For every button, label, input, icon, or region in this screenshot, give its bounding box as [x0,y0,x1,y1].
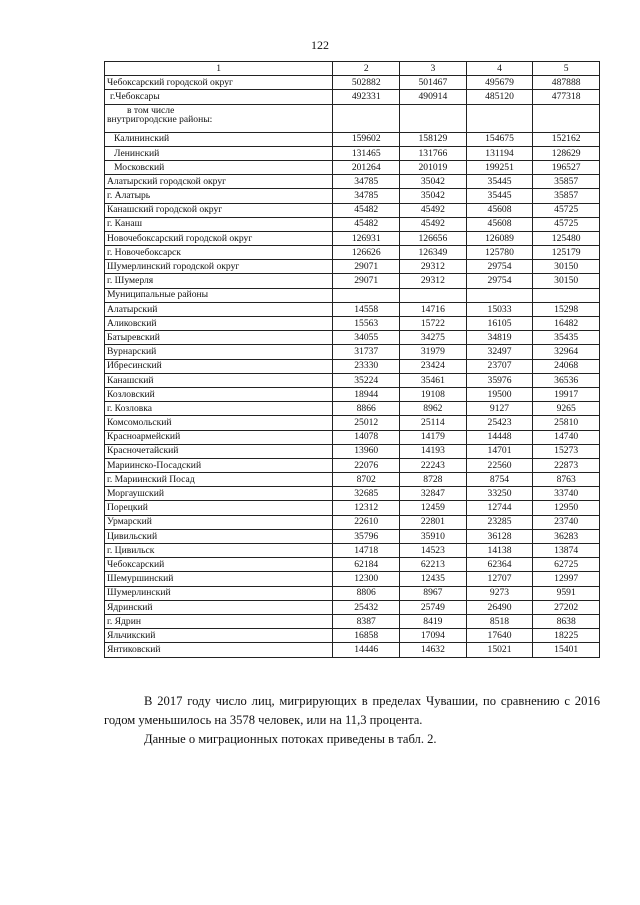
table-row [105,189,600,203]
value-cell: 492331 [333,90,400,104]
value-cell: 30150 [533,260,600,274]
value-cell: 22560 [466,458,533,472]
value-cell: 495679 [466,76,533,90]
value-cell: 125480 [533,231,600,245]
table-row [105,246,600,260]
value-cell: 32847 [400,487,467,501]
value-cell: 125780 [466,246,533,260]
value-cell: 14448 [466,430,533,444]
value-cell: 29312 [400,274,467,288]
value-cell: 15021 [466,643,533,657]
row-name-cell: Канашский [105,373,333,387]
header-cell: 3 [400,62,467,76]
row-name-cell: Аликовский [105,317,333,331]
value-cell: 8962 [400,402,467,416]
value-cell: 501467 [400,76,467,90]
value-cell: 14558 [333,302,400,316]
table-row [105,175,600,189]
table-row [105,529,600,543]
row-name-cell: Шемуршинский [105,572,333,586]
value-cell: 12312 [333,501,400,515]
value-cell: 487888 [533,76,600,90]
row-name-cell: Красночетайский [105,444,333,458]
value-cell [533,288,600,302]
value-cell: 34785 [333,175,400,189]
value-cell: 27202 [533,600,600,614]
value-cell: 502882 [333,76,400,90]
header-cell: 2 [333,62,400,76]
value-cell: 17094 [400,629,467,643]
row-name-cell: Алатырский городской округ [105,175,333,189]
value-cell: 152162 [533,132,600,146]
value-cell: 22801 [400,515,467,529]
value-cell: 36128 [466,529,533,543]
value-cell: 125179 [533,246,600,260]
table-row [105,430,600,444]
value-cell: 23707 [466,359,533,373]
value-cell: 18944 [333,387,400,401]
value-cell: 126626 [333,246,400,260]
value-cell: 12950 [533,501,600,515]
value-cell: 29071 [333,274,400,288]
table-row [105,501,600,515]
value-cell: 35796 [333,529,400,543]
value-cell: 12707 [466,572,533,586]
value-cell: 19917 [533,387,600,401]
value-cell: 8702 [333,473,400,487]
table-row [105,373,600,387]
row-name-cell: Новочебоксарский городской округ [105,231,333,245]
value-cell: 45482 [333,217,400,231]
row-name-cell: г. Новочебоксарск [105,246,333,260]
row-name-cell: Чебоксарский [105,558,333,572]
value-cell: 12300 [333,572,400,586]
value-cell: 15273 [533,444,600,458]
row-name-cell: Козловский [105,387,333,401]
value-cell: 12435 [400,572,467,586]
value-cell: 126931 [333,231,400,245]
table-row [105,76,600,90]
value-cell: 126349 [400,246,467,260]
value-cell: 19500 [466,387,533,401]
table-row [105,345,600,359]
row-name-cell [105,104,333,132]
row-name-cell: Шумерлинский городской округ [105,260,333,274]
row-name-line: внутригородские районы: [107,114,213,126]
value-cell: 199251 [466,160,533,174]
value-cell: 35445 [466,189,533,203]
value-cell: 62184 [333,558,400,572]
value-cell: 34819 [466,331,533,345]
value-cell: 14740 [533,430,600,444]
value-cell: 14701 [466,444,533,458]
value-cell: 17640 [466,629,533,643]
value-cell: 35857 [533,189,600,203]
value-cell: 8638 [533,614,600,628]
row-name-cell: Вурнарский [105,345,333,359]
value-cell: 45608 [466,217,533,231]
value-cell: 35042 [400,189,467,203]
value-cell: 9265 [533,402,600,416]
value-cell: 45725 [533,217,600,231]
value-cell: 196527 [533,160,600,174]
value-cell: 128629 [533,146,600,160]
value-cell: 45608 [466,203,533,217]
value-cell: 25810 [533,416,600,430]
value-cell: 35857 [533,175,600,189]
table-row [105,387,600,401]
value-cell [466,104,533,132]
value-cell: 62213 [400,558,467,572]
value-cell: 25432 [333,600,400,614]
value-cell: 9591 [533,586,600,600]
value-cell: 12997 [533,572,600,586]
row-name-cell: Ядринский [105,600,333,614]
value-cell: 201019 [400,160,467,174]
value-cell: 131766 [400,146,467,160]
row-name-cell: Моргаушский [105,487,333,501]
value-cell: 29312 [400,260,467,274]
value-cell [400,288,467,302]
page-number: 122 [311,38,329,52]
value-cell: 8387 [333,614,400,628]
row-name-cell: г. Алатырь [105,189,333,203]
value-cell: 14718 [333,544,400,558]
value-cell: 22610 [333,515,400,529]
population-table [104,61,600,658]
value-cell: 14138 [466,544,533,558]
table-row [105,288,600,302]
summary-paragraph: В 2017 году число лиц, мигрирующих в пределах Чувашии, по сравнению с 2016 годом уменьшилось на 3578 человек, или на 11,3 процента. [104,694,600,727]
value-cell: 16105 [466,317,533,331]
row-name-cell: г.Чебоксары [105,90,333,104]
value-cell: 15563 [333,317,400,331]
value-cell: 13874 [533,544,600,558]
reference-paragraph: Данные о миграционных потоках приведены в табл. 2. [144,732,437,746]
value-cell: 18225 [533,629,600,643]
value-cell: 22076 [333,458,400,472]
row-name-line: в том числе [127,104,175,116]
value-cell: 15033 [466,302,533,316]
value-cell [333,288,400,302]
value-cell: 126089 [466,231,533,245]
value-cell: 45482 [333,203,400,217]
row-name-cell: Яльчикский [105,629,333,643]
value-cell: 35445 [466,175,533,189]
table-row [105,487,600,501]
row-name-cell: Московский [105,160,333,174]
value-cell: 8806 [333,586,400,600]
value-cell: 35461 [400,373,467,387]
value-cell: 45492 [400,203,467,217]
value-cell: 35976 [466,373,533,387]
table-header-row [105,62,600,76]
table-row [105,416,600,430]
value-cell: 16858 [333,629,400,643]
row-name-cell: Батыревский [105,331,333,345]
value-cell: 32685 [333,487,400,501]
value-cell: 35435 [533,331,600,345]
row-name-cell: Ибресинский [105,359,333,373]
row-name-cell: Комсомольский [105,416,333,430]
value-cell: 32964 [533,345,600,359]
value-cell: 34055 [333,331,400,345]
value-cell: 24068 [533,359,600,373]
value-cell: 45492 [400,217,467,231]
value-cell: 45725 [533,203,600,217]
value-cell: 36283 [533,529,600,543]
table-row [105,317,600,331]
value-cell: 14078 [333,430,400,444]
header-cell: 5 [533,62,600,76]
value-cell: 14446 [333,643,400,657]
table-row [105,643,600,657]
value-cell: 31737 [333,345,400,359]
value-cell: 62725 [533,558,600,572]
row-name-cell: г. Цивильск [105,544,333,558]
value-cell: 15401 [533,643,600,657]
value-cell: 33740 [533,487,600,501]
value-cell: 8518 [466,614,533,628]
value-cell: 201264 [333,160,400,174]
table-row [105,572,600,586]
table-row [105,260,600,274]
value-cell: 490914 [400,90,467,104]
row-name-cell: Цивильский [105,529,333,543]
row-name-cell: Алатырский [105,302,333,316]
value-cell: 477318 [533,90,600,104]
value-cell: 34785 [333,189,400,203]
value-cell: 35042 [400,175,467,189]
value-cell: 158129 [400,132,467,146]
value-cell: 9127 [466,402,533,416]
row-name-cell: Чебоксарский городской округ [105,76,333,90]
row-name-cell: Янтиковский [105,643,333,657]
value-cell: 14193 [400,444,467,458]
value-cell: 14523 [400,544,467,558]
value-cell: 62364 [466,558,533,572]
value-cell: 485120 [466,90,533,104]
table-row [105,203,600,217]
value-cell: 23330 [333,359,400,373]
table-row [105,458,600,472]
value-cell: 19108 [400,387,467,401]
table-row [105,515,600,529]
row-name-cell: Урмарский [105,515,333,529]
value-cell: 25114 [400,416,467,430]
table-row [105,302,600,316]
value-cell: 126656 [400,231,467,245]
row-name-cell: г. Канаш [105,217,333,231]
value-cell: 8866 [333,402,400,416]
row-name-cell: Красноармейский [105,430,333,444]
table-row [105,132,600,146]
row-name-cell: Порецкий [105,501,333,515]
value-cell: 14179 [400,430,467,444]
value-cell: 22873 [533,458,600,472]
value-cell: 25012 [333,416,400,430]
table-row [105,160,600,174]
row-name-cell: г. Мариинский Посад [105,473,333,487]
table-row [105,600,600,614]
row-name-cell: г. Ядрин [105,614,333,628]
value-cell: 13960 [333,444,400,458]
value-cell: 14632 [400,643,467,657]
table-row [105,473,600,487]
table-row [105,104,600,132]
value-cell: 23740 [533,515,600,529]
row-name-cell: г. Шумерля [105,274,333,288]
value-cell: 9273 [466,586,533,600]
table-row [105,331,600,345]
table-row [105,146,600,160]
table-row [105,586,600,600]
value-cell: 12459 [400,501,467,515]
value-cell: 15298 [533,302,600,316]
value-cell: 8419 [400,614,467,628]
value-cell [333,104,400,132]
row-name-cell: Калининский [105,132,333,146]
value-cell [466,288,533,302]
value-cell [400,104,467,132]
value-cell: 25423 [466,416,533,430]
table-row [105,359,600,373]
value-cell: 8754 [466,473,533,487]
value-cell: 131465 [333,146,400,160]
value-cell: 31979 [400,345,467,359]
table-row [105,558,600,572]
value-cell: 35224 [333,373,400,387]
table-row [105,217,600,231]
table-row [105,402,600,416]
value-cell: 32497 [466,345,533,359]
value-cell: 29071 [333,260,400,274]
value-cell: 30150 [533,274,600,288]
value-cell: 8967 [400,586,467,600]
value-cell: 25749 [400,600,467,614]
value-cell: 159602 [333,132,400,146]
table-row [105,629,600,643]
value-cell: 16482 [533,317,600,331]
value-cell: 26490 [466,600,533,614]
value-cell: 33250 [466,487,533,501]
row-name-cell: г. Козловка [105,402,333,416]
value-cell: 131194 [466,146,533,160]
row-name-cell: Канашский городской округ [105,203,333,217]
value-cell: 36536 [533,373,600,387]
row-name-cell: Мариинско-Посадский [105,458,333,472]
value-cell: 23285 [466,515,533,529]
value-cell: 154675 [466,132,533,146]
value-cell: 15722 [400,317,467,331]
value-cell: 12744 [466,501,533,515]
header-cell: 4 [466,62,533,76]
table-row [105,90,600,104]
value-cell: 34275 [400,331,467,345]
row-name-cell: Ленинский [105,146,333,160]
header-cell: 1 [105,62,333,76]
table-body [105,62,600,658]
value-cell: 29754 [466,274,533,288]
table-row [105,444,600,458]
value-cell: 35910 [400,529,467,543]
table-row [105,614,600,628]
value-cell: 29754 [466,260,533,274]
table-row [105,231,600,245]
value-cell: 22243 [400,458,467,472]
value-cell: 8728 [400,473,467,487]
value-cell [533,104,600,132]
table-row [105,274,600,288]
value-cell: 14716 [400,302,467,316]
value-cell: 23424 [400,359,467,373]
table-row [105,544,600,558]
row-name-cell: Шумерлинский [105,586,333,600]
value-cell: 8763 [533,473,600,487]
row-name-cell: Муниципальные районы [105,288,333,302]
